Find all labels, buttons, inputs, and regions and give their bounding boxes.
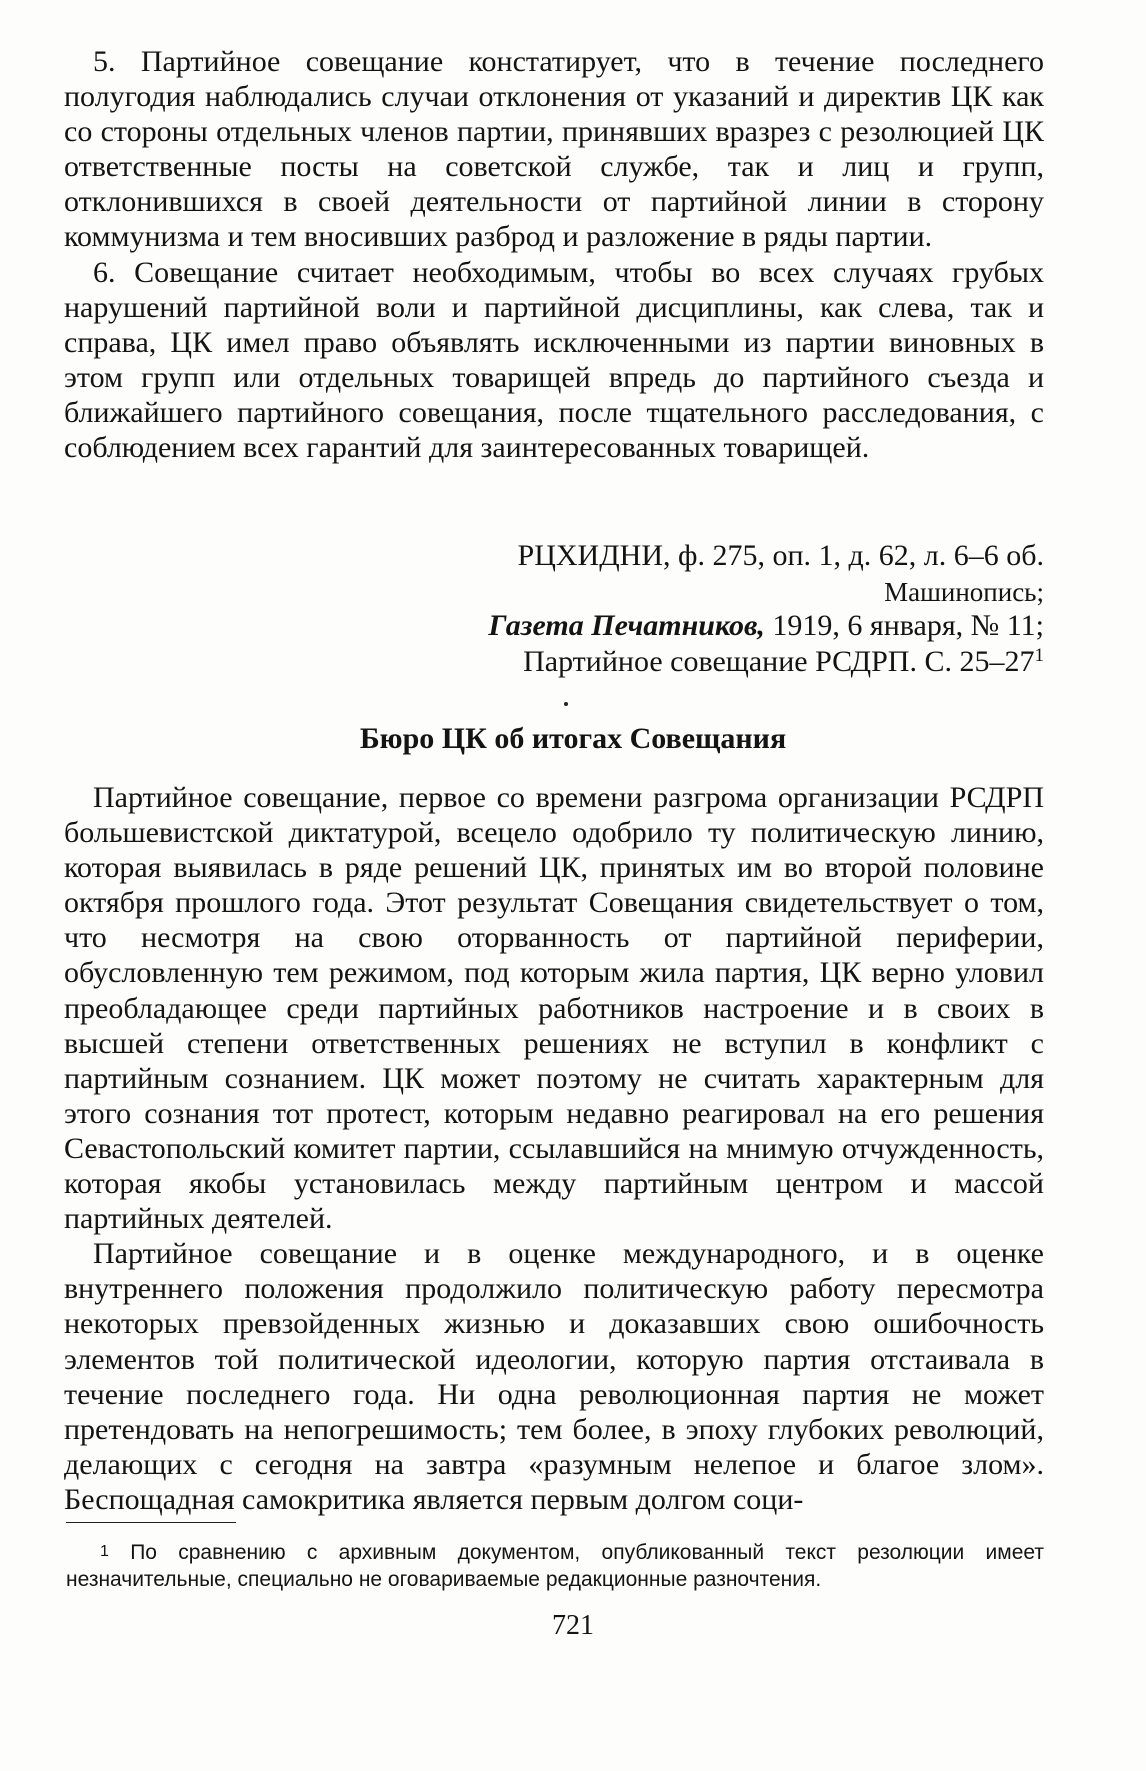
footnote-text: По сравнению с архивным документом, опубликованный текст резолюции имеет незначительные, специально не оговариваемые редакционные разночтения.	[66, 1541, 1044, 1591]
footnote	[66, 1538, 1044, 1593]
resolution-item-6: 6. Совещание считает необходимым, чтобы во всех случаях грубых нарушений партийной воли и партийной дисциплины, как слева, так и справа, ЦК имел право объявлять исключенными из партии виновных в этом групп или отдельных товарищей впредь до партийного съезда и ближайшего партийного совещания, после тщательного расследования, с соблюдением всех гарантий для заинтересованных товарищей.	[64, 255, 1044, 465]
footnote-number: 1	[100, 1543, 109, 1560]
section-paragraph-1: Партийное совещание, первое со времени разгрома организации РСДРП большевистской диктатурой, всецело одобрило ту политическую линию, которая выявилась в ряде решений ЦК, принятых им во второй половине октября прошлого года. Этот результат Совещания свидетельствует о том, что несмотря на свою оторванность от партийной периферии, обусловленную тем режимом, под которым жила партия, ЦК верно уловил преобладающее среди партийных работников настроение и в своих в высшей степени ответственных решениях не вступил в конфликт с партийным сознанием. ЦК может поэтому не считать характерным для этого сознания тот протест, которым недавно реагировал на его решения Севастопольский комитет партии, ссылавшийся на мнимую отчужденность, которая якобы установилась между партийным центром и массой партийных деятелей.	[64, 781, 1044, 1236]
source-archive: РЦХИДНИ, ф. 275, оп. 1, д. 62, л. 6–6 об.	[517, 539, 1044, 572]
separator-dot	[564, 702, 568, 706]
footnote-marker: 1	[1034, 645, 1044, 666]
resolution-text	[64, 44, 1044, 465]
section-paragraph-2: Партийное совещание и в оценке международного, и в оценке внутреннего положения продолжило политическую работу пересмотра некоторых превзойденных жизнью и доказавших свою ошибочность элементов той политической идеологии, которую партия отстаивала в течение последнего года. Ни одна революционная партия не может претендовать на непогрешимость; тем более, в эпоху глубоких революций, делающих с сегодня на завтра «разумным нелепое и благое злом». Беспощадная самокритика является первым долгом соци-	[64, 1237, 1044, 1516]
newspaper-title: Газета Печатников,	[488, 609, 765, 642]
section-heading: Бюро ЦК об итогах Совещания	[359, 722, 787, 755]
page-number: 721	[552, 1610, 594, 1641]
source-type: Машинопись;	[884, 577, 1044, 607]
source-newspaper	[488, 608, 1044, 644]
footnote-divider	[66, 1522, 236, 1523]
source-publication: Партийное совещание РСДРП. С. 25–27$^1$	[523, 645, 1044, 678]
newspaper-details: 1919, 6 января, № 11;	[772, 609, 1044, 642]
resolution-item-5: 5. Партийное совещание констатирует, что в течение последнего полугодия наблюдались случаи отклонения от указаний и директив ЦК как со стороны отдельных членов партии, принявших вразрез с резолюцией ЦК ответственные посты на советской службе, так и лиц и групп, отклонившихся в своей деятельности от партийной линии в сторону коммунизма и тем вносивших разброд и разложение в ряды партии.	[64, 45, 1044, 254]
section-body	[64, 780, 1044, 1517]
